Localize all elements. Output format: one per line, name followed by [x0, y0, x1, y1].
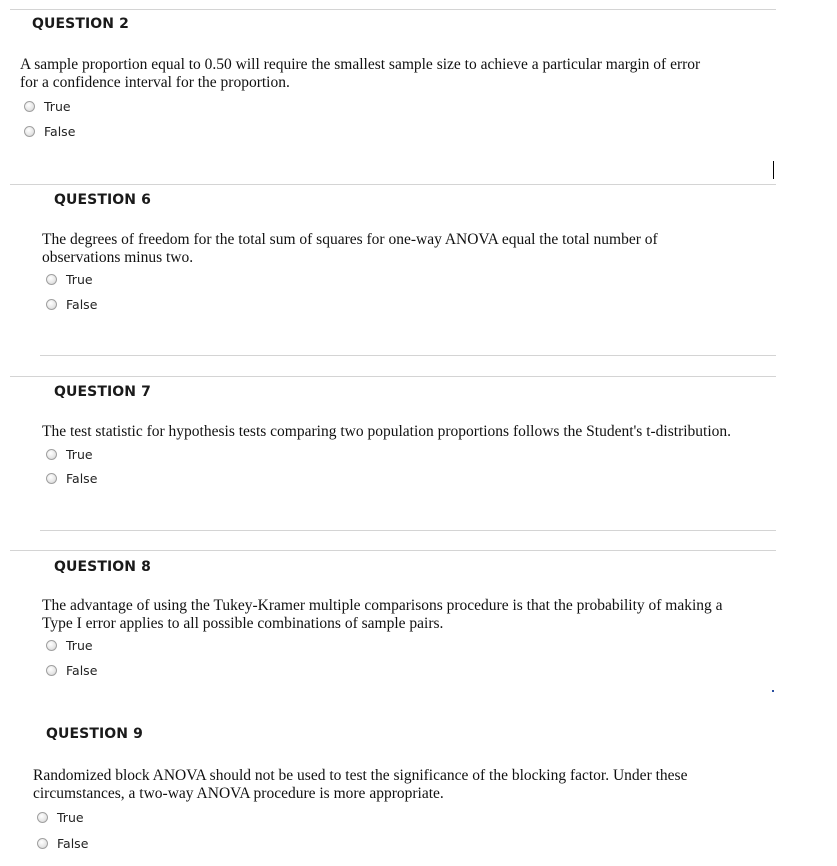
- question-2-text-line-2: for a confidence interval for the proportion.: [20, 74, 290, 91]
- question-6-text-line-1: The degrees of freedom for the total sum of squares for one-way ANOVA equal the total number of: [42, 231, 658, 248]
- question-6-title: QUESTION 6: [54, 192, 151, 208]
- question-6-option-false[interactable]: [46, 294, 97, 314]
- option-label: False: [66, 296, 98, 312]
- question-7-text-line-1: The test statistic for hypothesis tests comparing two population proportions follows the Student's t-distribution.: [42, 423, 732, 440]
- question-8-top-divider: [10, 550, 776, 551]
- option-label: True: [44, 98, 71, 114]
- radio-button[interactable]: [46, 449, 57, 460]
- question-7-option-false[interactable]: [46, 468, 97, 488]
- radio-button[interactable]: [37, 812, 48, 823]
- question-9-option-true[interactable]: [37, 807, 84, 827]
- option-label: True: [66, 446, 93, 462]
- question-7-title: QUESTION 7: [54, 384, 151, 400]
- question-2-text-line-1: A sample proportion equal to 0.50 will require the smallest sample size to achieve a particular margin of error: [20, 56, 701, 73]
- radio-button[interactable]: [24, 101, 35, 112]
- radio-button[interactable]: [46, 640, 57, 651]
- radio-button[interactable]: [37, 838, 48, 849]
- question-7-bottom-divider: [40, 530, 776, 531]
- question-2-title: QUESTION 2: [32, 16, 129, 32]
- option-label: False: [66, 662, 98, 678]
- question-9-text: [33, 767, 793, 803]
- option-label: False: [66, 470, 98, 486]
- question-7-option-true[interactable]: [46, 444, 93, 464]
- option-label: False: [57, 835, 89, 851]
- question-9-text-line-2: circumstances, a two-way ANOVA procedure is more appropriate.: [33, 785, 444, 802]
- question-8-option-false[interactable]: [46, 660, 97, 680]
- question-2-option-true[interactable]: [24, 96, 71, 116]
- question-6-option-true[interactable]: [46, 269, 93, 289]
- radio-button[interactable]: [46, 665, 57, 676]
- question-8-text-line-2: Type I error applies to all possible combinations of sample pairs.: [42, 615, 444, 632]
- option-label: True: [57, 809, 84, 825]
- question-7-text: [42, 423, 802, 441]
- top-divider: [10, 9, 776, 10]
- question-9-option-false[interactable]: [37, 833, 88, 853]
- question-2-option-false[interactable]: [24, 121, 75, 141]
- text-cursor: [773, 161, 774, 179]
- question-7-top-divider: [10, 376, 776, 377]
- option-label: True: [66, 271, 93, 287]
- question-8-text: [42, 597, 782, 633]
- option-label: False: [44, 123, 76, 139]
- question-8-option-true[interactable]: [46, 635, 93, 655]
- radio-button[interactable]: [46, 299, 57, 310]
- option-label: True: [66, 637, 93, 653]
- question-6-top-divider: [10, 184, 776, 185]
- radio-button[interactable]: [46, 274, 57, 285]
- question-9-text-line-1: Randomized block ANOVA should not be used to test the significance of the blocking factor. Under these: [33, 767, 688, 784]
- question-6-text-line-2: observations minus two.: [42, 249, 194, 266]
- stray-dot: [772, 690, 774, 692]
- question-6-text: [42, 231, 782, 267]
- question-8-text-line-1: The advantage of using the Tukey-Kramer multiple comparisons procedure is that the probability of making a: [42, 597, 723, 614]
- question-6-bottom-divider: [40, 355, 776, 356]
- question-8-title: QUESTION 8: [54, 559, 151, 575]
- question-2-text: [20, 56, 780, 92]
- question-9-title: QUESTION 9: [46, 726, 143, 742]
- radio-button[interactable]: [24, 126, 35, 137]
- radio-button[interactable]: [46, 473, 57, 484]
